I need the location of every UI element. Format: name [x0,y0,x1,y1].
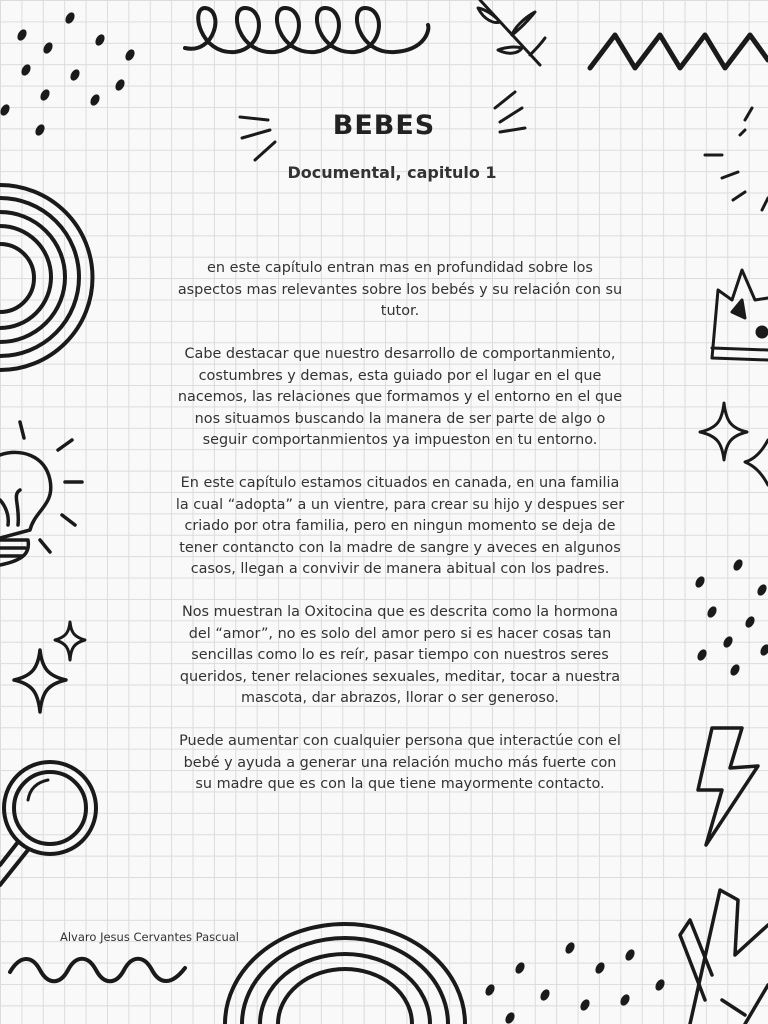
branch-doodle [680,890,768,1024]
dots-cluster-right [694,558,768,677]
paragraph: Puede aumentar con cualquier persona que interactúe con el bebé y ayuda a generar una relación mucho más fuerte con su madre que es con la que tiene mayormente contacto. [179,733,621,792]
sparkle-star-right-2 [745,440,768,485]
zigzag-doodle [590,35,768,68]
paragraph: En este capítulo estamos cituados en canada, en una familia la cual “adopta” a un vientre, para crear su hijo y despues ser criado por otra familia, pero en ningun momento se deja de tener contancto con la madre de sangre y aveces en algunos casos, llegan a convivir de manera abitual con los padres. [175,475,625,577]
magnifier-icon [0,762,96,885]
crown-doodle [712,270,768,360]
lightning-bolt-icon [698,728,758,845]
lightbulb-icon [0,422,82,565]
loops-doodle [185,8,428,52]
dots-cluster-bottom [484,941,667,1024]
paragraph: Cabe destacar que nuestro desarrollo de comportanmiento, costumbres y demas, esta guiado por el lugar en el que nacemos, las relaciones que formamos y el entorno en el que nos situamos buscando la manera de ser parte de algo o seguir comportanmientos ya impueston en tu entorno. [177,346,623,448]
sparkle-star-left-small [55,622,85,660]
author-name: Alvaro Jesus Cervantes Pascual [60,930,239,944]
page-subtitle: Documental, capitulo 1 [287,163,497,182]
wave-doodle [10,959,185,982]
paragraph: Nos muestran la Oxitocina que es descrita como la hormona del “amor”, no es solo del amor pero si es hacer cosas tan sencillas como lo es reír, pasar tiempo con nuestros seres queridos, tener relaciones sexuales, meditar, tocar a nuestra mascota, dar abrazos, llorar o ser generoso. [179,604,621,706]
paragraph: en este capítulo entran mas en profundidad sobre los aspectos mas relevantes sobre los bebés y su relación con su tutor. [177,260,623,319]
page-title: BEBES [332,110,436,141]
sparkle-star-left-large [14,650,66,712]
leaf-sprig [478,0,545,65]
sparkle-star-right [700,403,747,460]
rainbow-arcs [225,924,465,1024]
concentric-arcs [0,185,93,370]
body-text [175,258,625,817]
